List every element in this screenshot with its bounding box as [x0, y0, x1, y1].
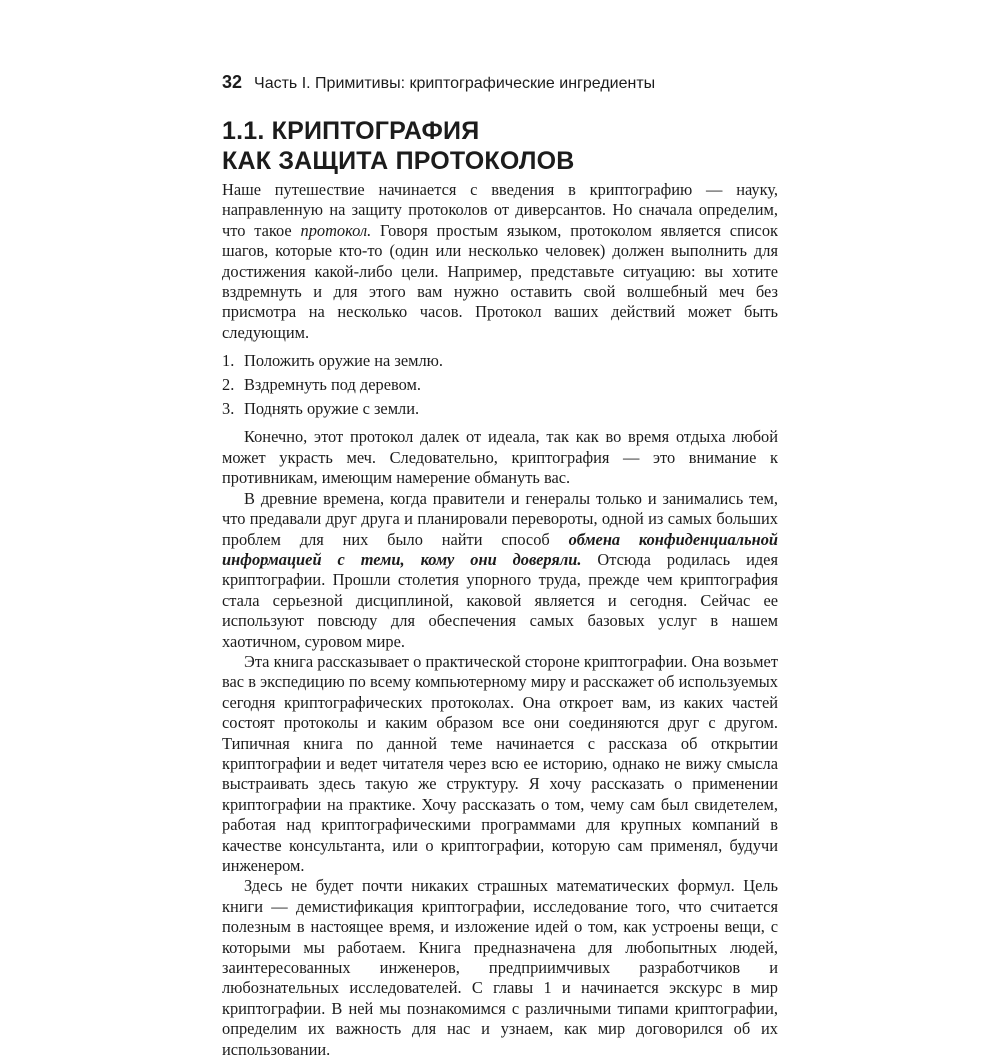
- paragraph-book-scope: Эта книга рассказывает о практической стороне криптографии. Она возьмет вас в экспедицию по всему компьютерному миру и расскажет об используемых сегодня криптографических протоколах. Она откроет вам, из каких частей состоят протоколы и каким образом все они соединяются друг с другом. Типичная книга по данной теме начинается с рассказа об открытии криптографии и ведет читателя через всю ее историю, однако не вижу смысла выстраивать здесь такую же структуру. Я хочу рассказать о применении криптографии на практике. Хочу рассказать о том, чему сам был свидетелем, работая над криптографическими программами для крупных компаний в качестве консультанта, или о криптографии, которую сам применял, будучи инженером.: [222, 651, 778, 875]
- history-emphasis: обмена конфиденциальной информацией с теми, кому они доверяли.: [222, 529, 778, 569]
- intro-paragraph: [222, 180, 778, 343]
- intro-text-part-1: Наше путешествие начинается с введения в криптографию — науку, направленную на защиту протоколов от диверсантов. Но сначала определим, что такое: [222, 180, 778, 240]
- history-text-part-1: В древние времена, когда правители и генералы только и занимались тем, что предавали друг друга и планировали перевороты, одной из самых больших проблем для них было найти способ: [222, 488, 778, 549]
- intro-text-part-2: Говоря простым языком, протоколом является список шагов, которые кто-то (один или несколько человек) должен выполнить для достижения какой-либо цели. Например, представьте ситуацию: вы хотите вздремнуть и для этого вам нужно оставить свой волшебный меч без присмотра на несколько часов. Протокол ваших действий может быть следующим.: [222, 220, 778, 342]
- section-title-line-2: КАК ЗАЩИТА ПРОТОКОЛОВ: [222, 147, 575, 175]
- step-text: Положить оружие на землю.: [244, 351, 444, 371]
- list-item: [222, 375, 778, 395]
- intro-term: протокол.: [300, 220, 372, 240]
- step-number: 2.: [222, 375, 235, 395]
- paragraph-book-goal: Здесь не будет почти никаких страшных математических формул. Цель книги — демистификация криптографии, исследование того, что считается полезным в настоящее время, и изложение идей о том, как устроены вещи, с которыми мы работаем. Книга предназначена для любопытных людей, заинтересованных инженеров, предприимчивых разработчиков и любознательных исследователей. С главы 1 и начинается экскурс в мир криптографии. В ней мы познакомимся с различными типами криптографии, определим их важность для нас и узнаем, как мир договорился об их использовании.: [222, 876, 778, 1059]
- list-item: [222, 399, 778, 419]
- body-text: [222, 180, 778, 1060]
- protocol-steps-list: [222, 351, 778, 419]
- step-text: Вздремнуть под деревом.: [244, 375, 421, 395]
- running-header: [222, 70, 782, 94]
- history-text-part-2: Отсюда родилась идея криптографии. Прошли столетия упорного труда, прежде чем криптография стала серьезной дисциплиной, каковой является и сегодня. Сейчас ее используют повсюду для обеспечения самых базовых услуг в нашем хаотичном, суровом мире.: [222, 549, 779, 651]
- step-number: 3.: [222, 399, 235, 419]
- section-title: [222, 116, 782, 176]
- step-number: 1.: [222, 351, 235, 371]
- running-title: Часть I. Примитивы: криптографические ингредиенты: [254, 75, 656, 92]
- page-number: 32: [222, 72, 243, 92]
- section-title-line-1: 1.1. КРИПТОГРАФИЯ: [222, 117, 480, 145]
- paragraph-history: [222, 489, 778, 652]
- step-text: Поднять оружие с земли.: [244, 399, 420, 419]
- paragraph-adversaries: Конечно, этот протокол далек от идеала, так как во время отдыха любой может украсть меч. Следовательно, криптография — это внимание к противникам, имеющим намерение обмануть вас.: [222, 427, 778, 488]
- list-item: [222, 351, 778, 371]
